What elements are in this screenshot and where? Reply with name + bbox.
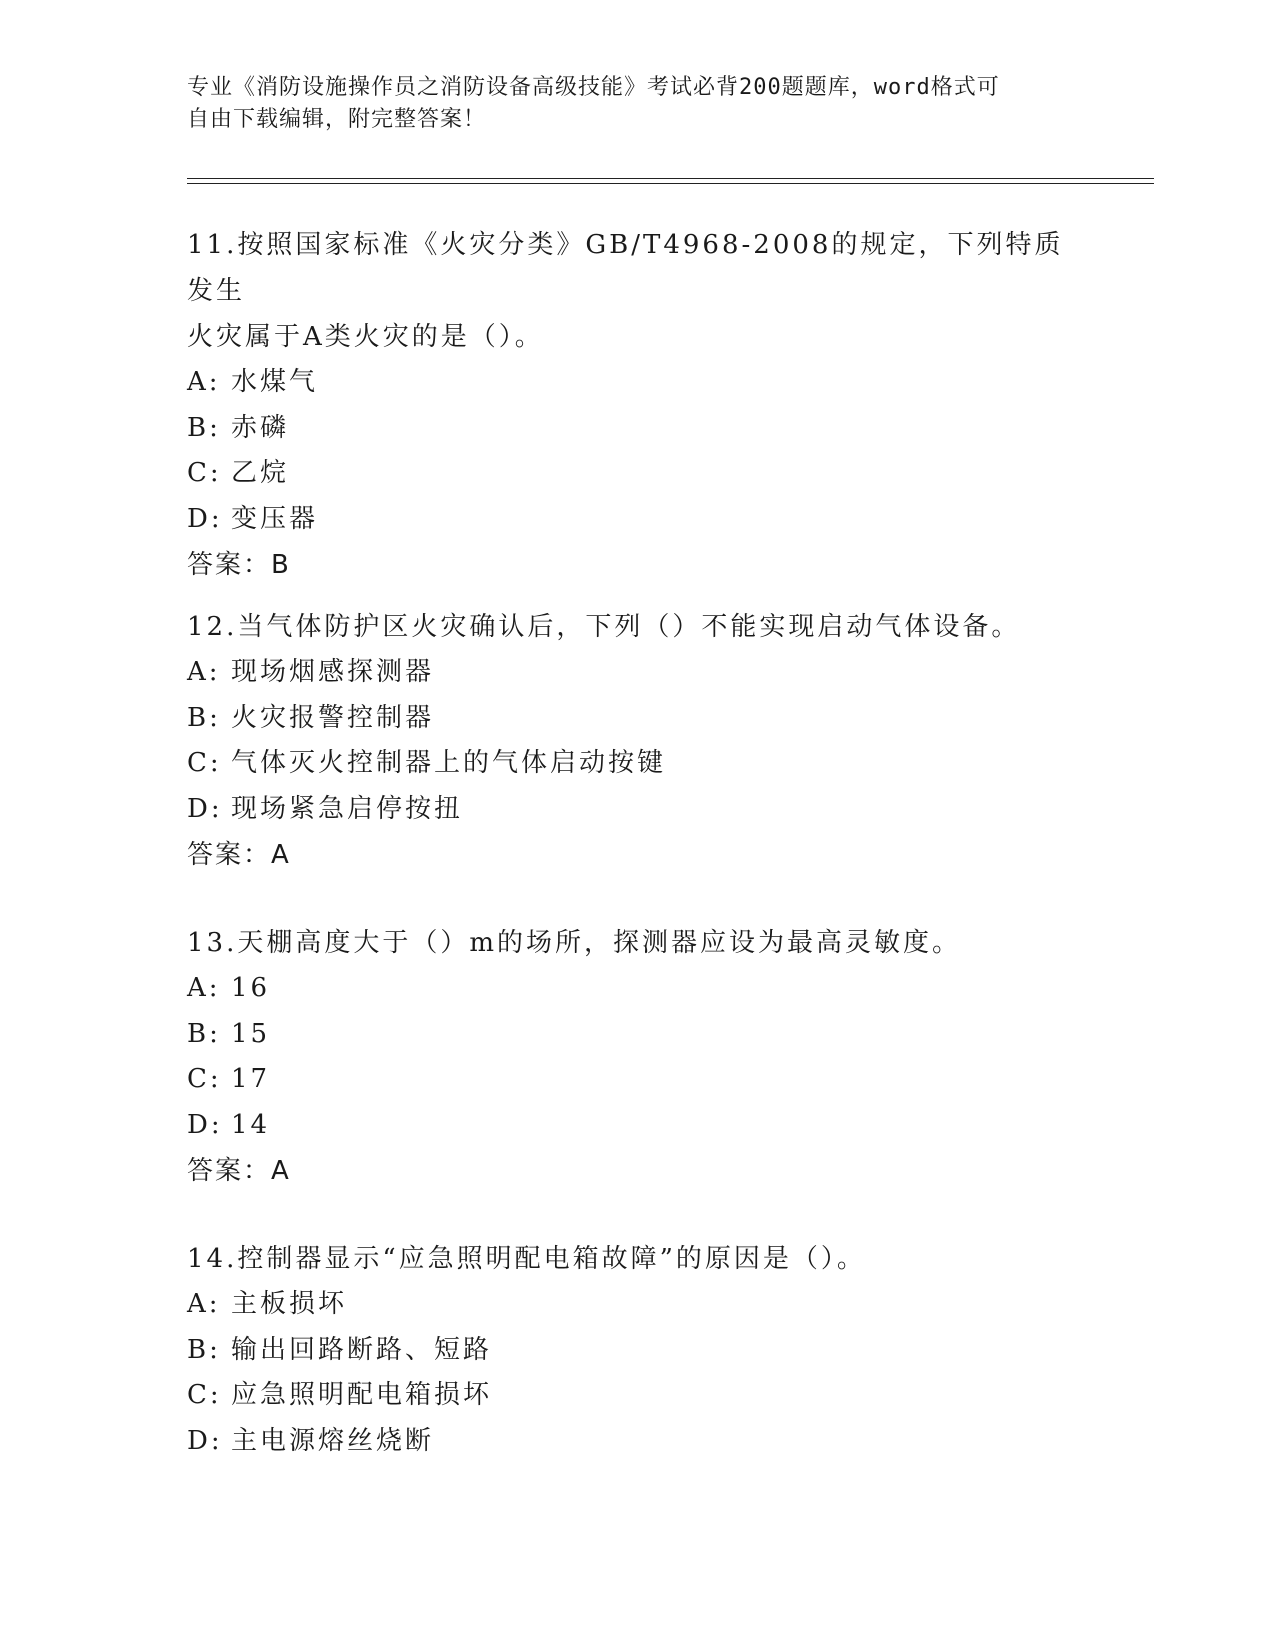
option-text: 17 [231, 1064, 271, 1094]
option-a [187, 1282, 1087, 1328]
option-text: 输出回路断路、短路 [231, 1334, 493, 1365]
option-text: 主板损坏 [231, 1289, 348, 1319]
option-text: 变压器 [231, 503, 319, 534]
option-a [187, 966, 1087, 1012]
answer-line: 答案：A [187, 1156, 291, 1186]
option-text: 火灾报警控制器 [231, 702, 435, 733]
question-stem-line: 12.当气体防护区火灾确认后，下列（）不能实现启动气体设备。 [187, 612, 1021, 642]
question-stem-line: 11.按照国家标准《火灾分类》GB/T4968-2008的规定，下列特质发生 [187, 230, 1064, 306]
header-line-1: 专业《消防设施操作员之消防设备高级技能》考试必背200题题库，word格式可 [187, 75, 1000, 100]
answer-line: 答案：A [187, 840, 291, 870]
option-key: C: [187, 1064, 222, 1094]
option-key: B: [187, 1334, 221, 1365]
option-d [187, 497, 1087, 543]
option-d [187, 1103, 1087, 1149]
option-b [187, 1328, 1087, 1374]
option-key: C: [187, 748, 222, 778]
option-text: 16 [231, 973, 271, 1003]
option-text: 14 [231, 1109, 271, 1140]
option-text: 气体灭火控制器上的气体启动按键 [231, 748, 667, 778]
option-key: A: [187, 1289, 221, 1319]
option-c [187, 741, 1087, 787]
question-stem-line: 13.天棚高度大于（）m的场所，探测器应设为最高灵敏度。 [187, 928, 962, 958]
option-key: B: [187, 412, 221, 443]
option-key: B: [187, 702, 221, 733]
option-c [187, 1057, 1087, 1103]
option-c [187, 451, 1087, 497]
option-key: C: [187, 1380, 222, 1410]
option-text: 水煤气 [231, 367, 319, 397]
option-key: D: [187, 1109, 223, 1140]
question-stem-line: 14.控制器显示“应急照明配电箱故障”的原因是（）。 [187, 1244, 866, 1274]
question-12 [187, 604, 1087, 878]
option-b [187, 1012, 1087, 1058]
document-header [187, 72, 1067, 136]
option-text: 现场紧急启停按扭 [231, 793, 464, 824]
header-line-2: 自由下载编辑，附完整答案！ [187, 107, 487, 132]
question-13 [187, 920, 1087, 1194]
option-key: D: [187, 1425, 223, 1456]
question-11 [187, 222, 1087, 588]
question-14 [187, 1236, 1087, 1464]
option-text: 赤磷 [231, 412, 290, 443]
option-key: B: [187, 1018, 221, 1049]
option-a [187, 360, 1087, 406]
header-divider-top [187, 178, 1154, 179]
option-text: 乙烷 [231, 458, 290, 488]
option-text: 应急照明配电箱损坏 [231, 1380, 493, 1410]
option-d [187, 1419, 1087, 1465]
option-text: 15 [231, 1018, 271, 1049]
option-key: C: [187, 458, 222, 488]
option-key: A: [187, 367, 221, 397]
option-key: A: [187, 973, 221, 1003]
option-text: 现场烟感探测器 [231, 657, 435, 687]
option-b [187, 696, 1087, 742]
option-key: A: [187, 657, 221, 687]
option-d [187, 787, 1087, 833]
option-c [187, 1373, 1087, 1419]
option-text: 主电源熔丝烧断 [231, 1425, 435, 1456]
answer-line: 答案：B [187, 550, 291, 580]
question-stem-line: 火灾属于A类火灾的是（）。 [187, 322, 544, 352]
header-divider-bottom [187, 183, 1154, 184]
option-key: D: [187, 503, 223, 534]
option-a [187, 650, 1087, 696]
option-b [187, 406, 1087, 452]
option-key: D: [187, 793, 223, 824]
